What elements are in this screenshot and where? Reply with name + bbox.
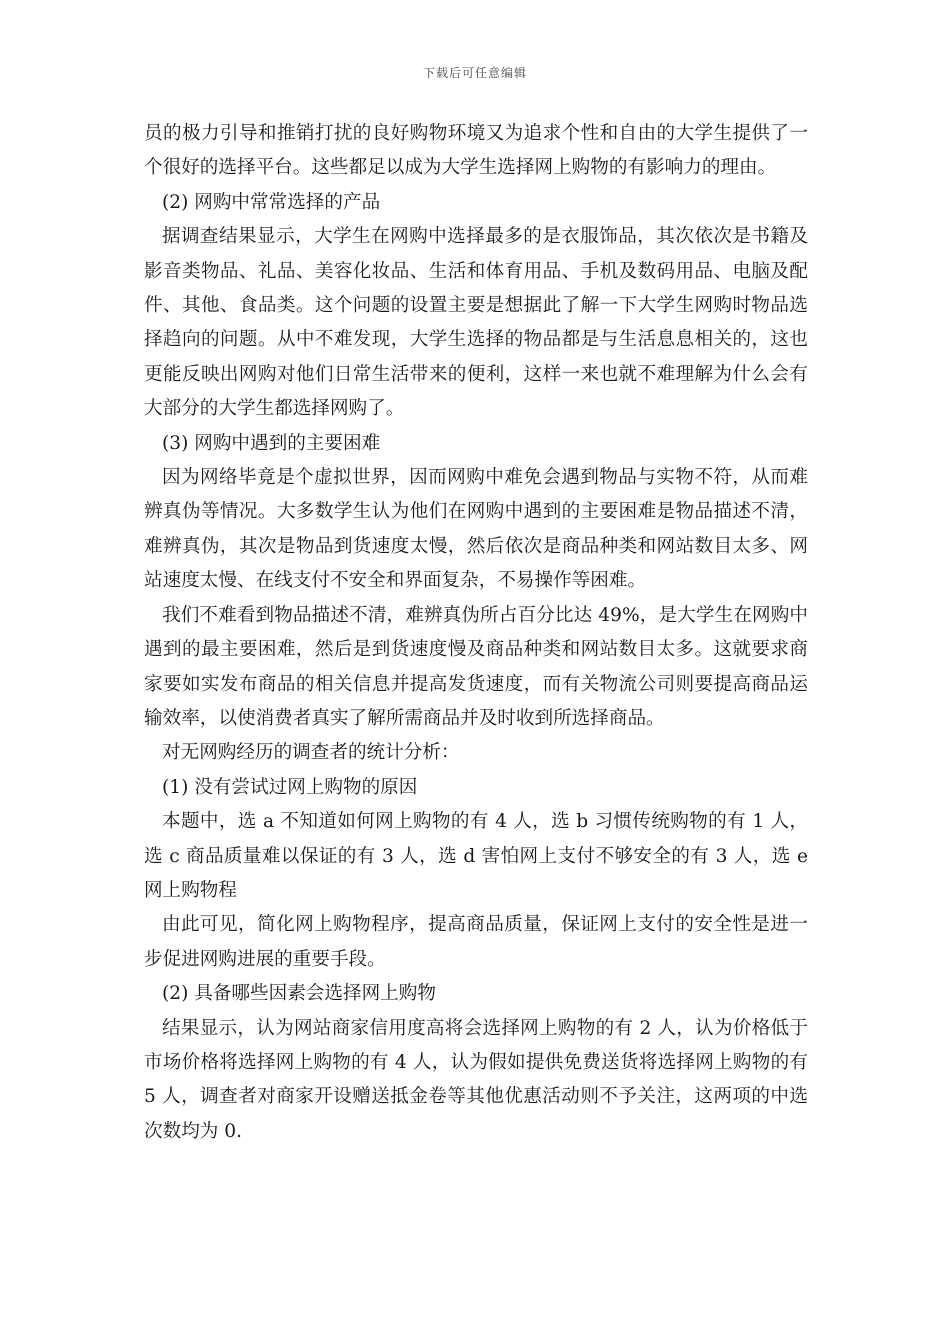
- page-header: 下载后可任意编辑: [422, 66, 527, 80]
- section-heading-reasons-not-tried: (1) 没有尝试过网上购物的原因: [162, 776, 418, 798]
- document-body: [144, 117, 808, 1149]
- section-heading-popular-products: (2) 网购中常常选择的产品: [162, 191, 381, 213]
- paragraph-factors: 结果显示，认为网站商家信用度高将会选择网上购物的有 2 人，认为价格低于市场价格将选择网上购物的有 4 人，认为假如提供免费送货将选择网上购物的有 5 人，调查者对商家开设赠送抵金卷等其他优惠活动则不予关注，这两项的中选次数均为 0.: [144, 1017, 808, 1142]
- section-heading-factors: (2) 具备哪些因素会选择网上购物: [162, 983, 436, 1005]
- paragraph-conclusion: 由此可见，简化网上购物程序，提高商品质量，保证网上支付的安全性是进一步促进网购进展的重要手段。: [144, 914, 808, 970]
- paragraph-no-experience-intro: 对无网购经历的调查者的统计分析：: [162, 742, 460, 764]
- paragraph-reasons-not-tried: 本题中，选 a 不知道如何网上购物的有 4 人，选 b 习惯传统购物的有 1 人，选 c 商品质量难以保证的有 3 人，选 d 害怕网上支付不够安全的有 3 人，选 e 网上购物程: [144, 811, 808, 901]
- paragraph-intro-continuation: 员的极力引导和推销打扰的良好购物环境又为追求个性和自由的大学生提供了一个很好的选择平台。这些都足以成为大学生选择网上购物的有影响力的理由。: [144, 123, 808, 179]
- paragraph-popular-products: 据调查结果显示，大学生在网购中选择最多的是衣服饰品，其次依次是书籍及影音类物品、礼品、美容化妆品、生活和体育用品、手机及数码用品、电脑及配件、其他、食品类。这个问题的设置主要是想据此了解一下大学生网购时物品选择趋向的问题。从中不难发现，大学生选择的物品都是与生活息息相关的，这也更能反映出网购对他们日常生活带来的便利，这样一来也就不难理解为什么会有大部分的大学生都选择网购了。: [144, 226, 808, 420]
- paragraph-difficulties: 因为网络毕竟是个虚拟世界，因而网购中难免会遇到物品与实物不符，从而难辨真伪等情况。大多数学生认为他们在网购中遇到的主要困难是物品描述不清，难辨真伪，其次是物品到货速度太慢，然后依次是商品种类和网站数目太多、网站速度太慢、在线支付不安全和界面复杂，不易操作等困难。: [144, 467, 808, 592]
- paragraph-difficulties-analysis: 我们不难看到物品描述不清，难辨真伪所占百分比达 49%，是大学生在网购中遇到的最主要困难，然后是到货速度慢及商品种类和网站数目太多。这就要求商家要如实发布商品的相关信息并提高发货速度，而有关物流公司则要提高商品运输效率，以使消费者真实了解所需商品并及时收到所选择商品。: [144, 604, 808, 729]
- section-heading-main-difficulties: (3) 网购中遇到的主要困难: [162, 432, 381, 454]
